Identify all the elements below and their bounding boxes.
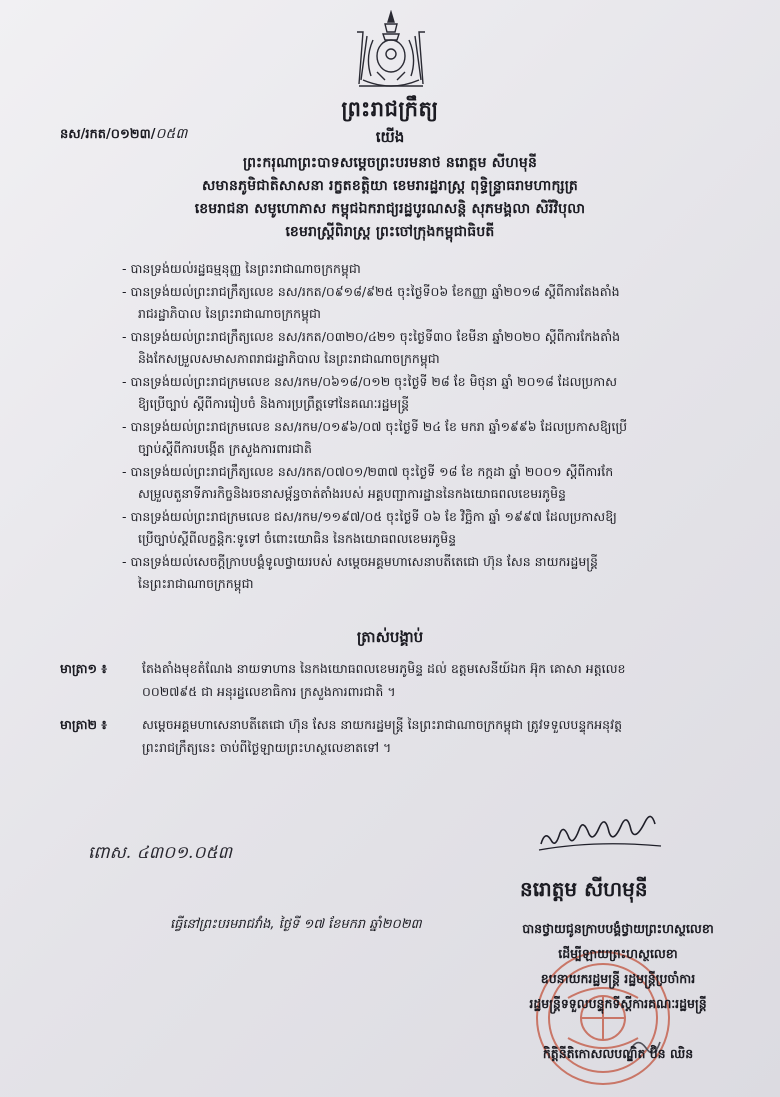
reference-printed: នស/រកត/០១២៣/ (60, 127, 156, 142)
countersign-line: បានថ្វាយជូនក្រាបបង្គំថ្វាយព្រះហស្ថលេខា (522, 921, 714, 936)
consideration-line: - បានទ្រង់យល់សេចក្ដីក្រាបបង្គំទូលថ្វាយរបស់ សម្ដេចអគ្គមហាសេនាបតីតេជោ ហ៊ុន សែន នាយករដ្ឋមន្ត្រី (122, 553, 598, 569)
consideration-item (122, 371, 722, 416)
reference-handwritten: ០៥៣ (155, 126, 188, 142)
consideration-line: រាជរដ្ឋាភិបាល នៃព្រះរាជាណាចក្រកម្ពុជា (138, 306, 321, 321)
consideration-line: - បានទ្រង់យល់ព្រះរាជក្រឹត្យលេខ នស/រកត/០៩១៨/៩២៥ ចុះថ្ងៃទី០៦ ខែកញ្ញា ឆ្នាំ២០១៨ ស្ដីពីការតែងតាំង (122, 283, 620, 299)
consideration-line: - បានទ្រង់យល់ព្រះរាជក្រមលេខ នស/រកម/០១៩៦/០៧ ចុះថ្ងៃទី ២៤ ខែ មករា ឆ្នាំ១៩៩៦ ដែលប្រកាសឱ្យប្រើ (122, 418, 628, 434)
article-2 (60, 714, 740, 759)
article-label: មាត្រា២ ៖ (60, 717, 107, 732)
article-line: សម្ដេចអគ្គមហាសេនាបតីតេជោ ហ៊ុន សែន នាយករដ្ឋមន្ត្រី នៃព្រះរាជាណាចក្រកម្ពុជា ត្រូវទទួលបន្ទុកអនុវត្ត (142, 717, 623, 732)
royal-title-line: សមានភូមិជាតិសាសនា រក្ខតខត្តិយា ខេមរារដ្ឋរាស្ត្រ ពុទ្ធិន្ទ្រាធរាមហាក្សត្រ (202, 178, 578, 194)
consideration-item (122, 326, 722, 371)
consideration-line: - បានទ្រង់យល់ព្រះរាជក្រឹត្យលេខ នស/រកត/០៧០១/២៣៧ ចុះថ្ងៃទី ១៨ ខែ កក្កដា ឆ្នាំ ២០០១ ស្ដីពីការកែ (122, 463, 614, 479)
yeung-heading: យើង (375, 128, 405, 146)
signature-text: នរោត្តមសីហមុនី (535, 800, 542, 801)
article-body (142, 714, 740, 759)
place-and-date: ធ្វើនៅព្រះបរមរាជវាំង, ថ្ងៃទី ១៧ ខែមករា ឆ្នាំ២០២៣ (170, 917, 422, 932)
consideration-item (122, 506, 722, 551)
decrees-heading: ត្រាស់បង្គាប់ (356, 628, 424, 646)
consideration-line: សម្រួលតួនាទីភារកិច្ចនិងរចនាសម្ព័ន្ធចាត់តាំងរបស់ អគ្គបញ្ជាការដ្ឋាននៃកងយោធពលខេមរភូមិន្ទ (138, 486, 566, 501)
consideration-item (122, 551, 722, 596)
consideration-line: ប្រើច្បាប់ស្ដីពីលក្ខន្តិកៈទូទៅ ចំពោះយោធិន នៃកងយោធពលខេមរភូមិន្ទ (138, 531, 457, 546)
consideration-item (122, 416, 722, 461)
article-1 (60, 658, 740, 703)
article-line: តែងតាំងមុខតំណែង នាយទាហាន នៃកងយោធពលខេមរភូមិន្ទ ដល់ ឧត្តមសេនីយ៍ឯក អ៊ុក គោសា អត្តលេខ (142, 661, 626, 676)
article-line: ០០២៧៩៥ ជា អនុរដ្ឋលេខាធិការ ក្រសួងការពារជាតិ ។ (142, 683, 396, 699)
royal-title-line: ខេមរាជនា សមូហោភាស កម្ពុជឯករាជ្យរដ្ឋបូរណសន្តិ សុភមង្គលា សិរីវិបុលា (194, 201, 586, 217)
article-body (142, 658, 740, 703)
consideration-line: ច្បាប់ស្ដីពីការបង្កើត ក្រសួងការពារជាតិ (138, 441, 312, 456)
document-title: ព្រះរាជក្រឹត្យ (341, 97, 439, 121)
countersign-line (468, 1016, 768, 1041)
considerations-list (122, 258, 722, 596)
registration-note: ពោស. ៤៣០១.០៥៣ (88, 843, 233, 863)
countersign-line: ដើម្បីឡាយព្រះហស្ថលេខា (558, 946, 678, 961)
consideration-line: និងកែសម្រួលសមាសភាពរាជរដ្ឋាភិបាល នៃព្រះរាជាណាចក្រកម្ពុជា (138, 351, 440, 366)
consideration-line: - បានទ្រង់យល់ព្រះរាជក្រឹត្យលេខ នស/រកត/០៣២០/៤២១ ចុះថ្ងៃទី៣០ ខែមីនា ឆ្នាំ២០២០ ស្ដីពីការកែងតាំង (122, 328, 621, 344)
royal-title-line: ខេមរាស្ត្រីពិរាស្ត្រ ព្រះចៅក្រុងកម្ពុជាធិបតី (285, 224, 495, 240)
royal-titles (0, 152, 780, 244)
countersign-name: កិត្តិនីតិកោសលបណ្ឌិត ប៊ិន ឈិន (542, 1046, 694, 1061)
consideration-line: នៃព្រះរាជាណាចក្រកម្ពុជា (138, 576, 254, 591)
royal-signature (535, 800, 665, 855)
royal-coat-of-arms-icon (345, 10, 437, 92)
king-name: នរោត្តម សីហមុនី (520, 877, 648, 901)
consideration-item (122, 461, 722, 506)
countersign-line: រដ្ឋមន្ត្រីទទួលបន្ទុកទីស្ដីការគណៈរដ្ឋមន្ត្រី (529, 996, 707, 1011)
consideration-item (122, 281, 722, 326)
royal-title-line: ព្រះករុណាព្រះបាទសម្ដេចព្រះបរមនាថ នរោត្តម សីហមុនី (242, 155, 538, 171)
countersign-line: ឧបនាយករដ្ឋមន្ត្រី រដ្ឋមន្ត្រីប្រចាំការ (540, 971, 696, 986)
consideration-line: - បានទ្រង់យល់ព្រះរាជក្រមលេខ ជស/រកម/១១៩៧/០៥ ចុះថ្ងៃទី ០៦ ខែ វិច្ឆិកា ឆ្នាំ ១៩៩៧ ដែលប្រកាសឱ្យ (122, 508, 617, 524)
article-line: ព្រះរាជក្រឹត្យនេះ ចាប់ពីថ្ងៃឡាយព្រះហស្ថលេខាតទៅ ។ (142, 739, 392, 755)
countersignature-block (468, 916, 768, 1066)
consideration-item (122, 258, 722, 281)
consideration-line: - បានទ្រង់យល់រដ្ឋធម្មនុញ្ញ នៃព្រះរាជាណាចក្រកម្ពុជា (122, 261, 361, 276)
consideration-line: ឱ្យប្រើច្បាប់ ស្ដីពីការរៀបចំ និងការប្រព្រឹត្តទៅនៃគណៈរដ្ឋមន្ត្រី (138, 396, 410, 411)
consideration-line: - បានទ្រង់យល់ព្រះរាជក្រមលេខ នស/រកម/០៦១៨/០១២ ចុះថ្ងៃទី ២៨ ខែ មិថុនា ឆ្នាំ ២០១៨ ដែលប្រកាស (122, 373, 618, 389)
article-label: មាត្រា១ ៖ (60, 661, 107, 676)
